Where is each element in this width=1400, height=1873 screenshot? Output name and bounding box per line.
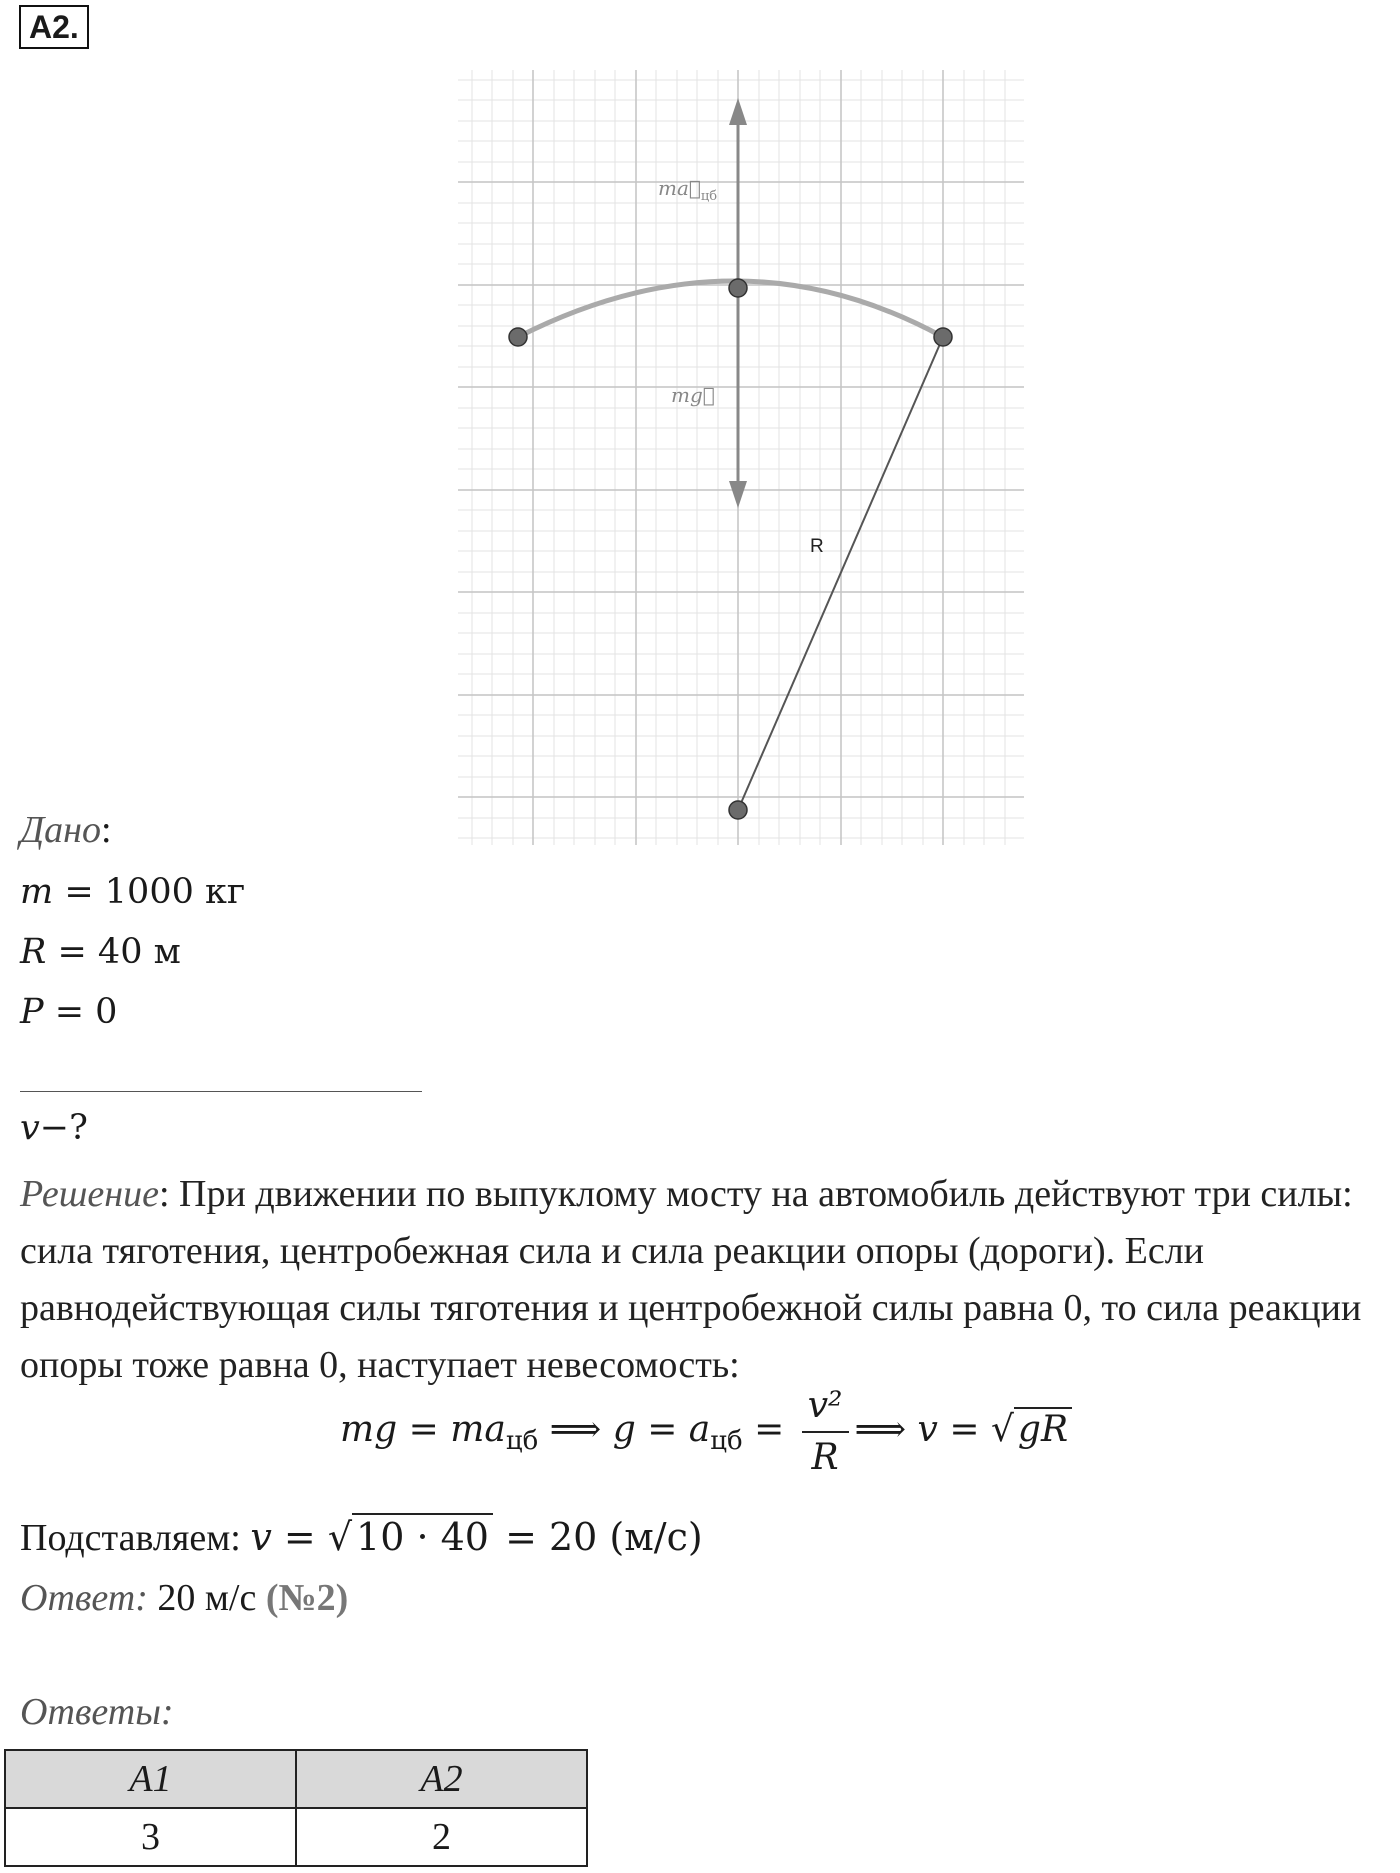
car-point — [729, 279, 747, 297]
center-point — [729, 801, 747, 819]
answer-line: Ответ: 20 м/с (№2) — [20, 1577, 349, 1619]
given-heading: Дано: — [20, 809, 112, 851]
unknown-quantity: v−? — [20, 1108, 88, 1148]
answers-heading: Ответы: — [20, 1691, 174, 1733]
gravity-arrowhead — [729, 481, 747, 508]
bridge-force-diagram — [458, 70, 1024, 845]
grid-major — [458, 70, 1024, 845]
centripetal-label: $ma⃗_{цб}$ — [658, 176, 718, 204]
radius-label: R — [810, 536, 824, 557]
solution-formula: mg = $ma_{цб}$ ⟹ $g = a_{цб}$ = $\frac{\text{v²}}{R}$ ⟹ v = √ gR — [340, 1381, 1072, 1483]
grid — [458, 70, 1024, 845]
velocity-fraction: $\frac{\text{v²}}{R}$ — [802, 1381, 849, 1483]
centripetal-arrowhead — [729, 98, 747, 125]
substitution-line: Подставляем: v = √ 10 · 40 = 20 (м/с) — [20, 1515, 703, 1559]
answers-table-header-row — [5, 1750, 587, 1808]
given-mass: m = 1000 кг — [20, 872, 246, 912]
answers-table — [4, 1749, 588, 1867]
answers-value-cell: 3 — [5, 1808, 296, 1866]
given-radius: R = 40 м — [20, 932, 181, 972]
arc-right-point — [934, 328, 952, 346]
answers-value-cell: 2 — [296, 1808, 587, 1866]
given-weight: P = 0 — [20, 992, 118, 1032]
answers-header-cell: А2 — [296, 1750, 587, 1808]
task-label: А2. — [19, 5, 89, 49]
answers-table-row — [5, 1808, 587, 1866]
given-divider — [20, 1091, 422, 1092]
solution-text: Решение: При движении по выпуклому мосту на автомобиль действуют три силы: сила тяготения, центробежная сила и сила реакции опоры (дороги). Если равнодействующая силы тяготения и центробежной силы равна 0, то сила реакции опоры тоже равна 0, наступает невесомость: — [20, 1173, 1362, 1386]
arc-left-point — [509, 328, 527, 346]
gravity-label: mg⃗ — [671, 383, 715, 407]
answers-header-cell: А1 — [5, 1750, 296, 1808]
